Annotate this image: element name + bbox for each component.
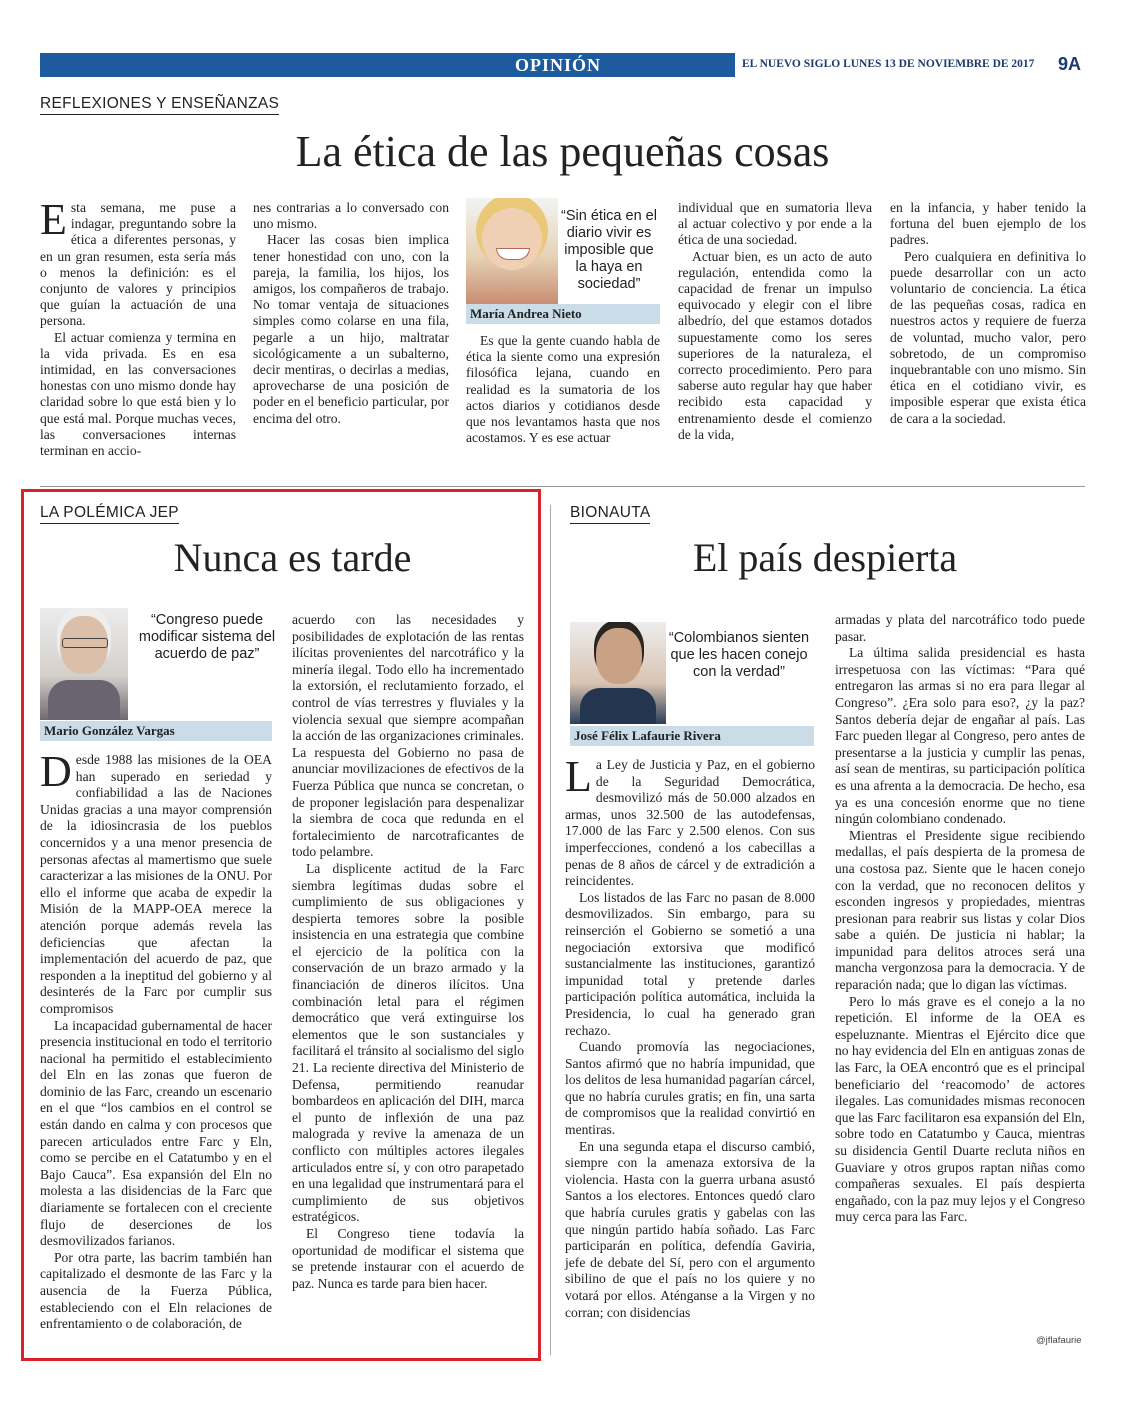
dropcap: E (40, 195, 67, 244)
article2-col2: acuerdo con las necesidades y posibilidades de explotación de las rentas ilícitas provenientes del narcotráfico y la minería ilegal. Todo ello ha incrementado la extorsión, el reclutamiento forzado, el control de vías terrestres y fluviales y la violencia sexual que siempre acompañan la acción de las organizaciones criminales. La respuesta del Gobierno no pasa de anunciar movilizaciones de efectivos de la Fuerza Pública que nunca se concretan, o de proponer legislación para despenalizar la siembra de coca que redunda en el fortalecimiento de narcotraficantes de todo pelambre. La displicente actitud de la Farc siembra legítimas dudas sobre el cumplimiento de sus obligaciones y despierta temores sobre la posible insistencia en una estrategia que combine el ejercicio de la política con la conservación de un brazo armado y la financiación de dineros ilícitos. Una combinación letal para el régimen democrático que verá extinguirse los elementos que le son sustanciales y facilitará el tránsito al socialismo del siglo 21. La reciente directiva del Ministerio de Defensa, permitiendo reanudar bombardeos en aplicación del DIH, marca el punto de inflexión de una paz malograda y revive la amenaza de un conflicto con múltiples actores ilegales articulados entre sí, y con otro parapetado en una legalidad que instrumentará para el cumplimiento de sus objetivos estratégicos. El Congreso tiene todavía la oportunidad de modificar el sistema que se pretende instaurar con el acuerdo de paz. Nunca es tarde para bien hacer. (292, 612, 524, 1291)
article1-col3: Es que la gente cuando habla de ética la siente como una expresión filosófica lejana, cuando en realidad es la sumatoria de los actos diarios y cotidianos desde que nos levantamos hasta que nos acostamos. Y es ese actuar (466, 333, 660, 446)
author-name: José Félix Lafaurie Rivera (570, 726, 814, 746)
author-photo-gonzalez (40, 608, 128, 720)
dropcap: L (565, 752, 592, 801)
article1-col1: Esta semana, me puse a indagar, preguntando sobre la ética a diferentes personas, y en un gran resumen, esta sería más o menos la definición: es el conjunto de valores y principios que guían la actuación de una persona. El actuar comienza y termina en la vida privada. Es en esa intimidad, en las conversaciones honestas con uno mismo donde hay claridad sobre lo que está bien y lo que está mal. Porque muchas veces, las conversaciones internas terminan en accio- (40, 195, 236, 459)
vertical-divider (550, 505, 551, 1355)
article3-col1: La Ley de Justicia y Paz, en el gobierno de la Seguridad Democrática, desmovilizó más de 50.000 alzados en armas, unos 32.500 de las autodefensas, 17.000 de las Farc y 2.500 elenos. Con sus imperfecciones, condenó a los cabecillas a penas de 8 años de cárcel y de extradición a reincidentes. Los listados de las Farc no pasan de 8.000 desmovilizados. Sin embargo, para su reinserción el Gobierno se sometió a una negociación extorsiva que modificó sustancialmente las instituciones, garantizó impunidad total y pretende darles participación política automática, incluida la Presidencia, lo cual ha generado gran rechazo. Cuando promovía las negociaciones, Santos afirmó que no habría impunidad, que los delitos de lesa humanidad pagarían cárcel, que no habría curules gratis; en fin, una sarta de compromisos que la realidad convirtió en mentiras. En una segunda etapa el discurso cambió, siempre con la amenaza extorsiva de la violencia. Hasta con la guerra urbana asustó Santos a los electores. Entonces quedó claro que habría curules gratis y gabelas con las que ningún partido había soñado. Las Farc participarán en política, defendía Gaviria, jefe de debate del Sí, pero con el argumento sibilino de que el país no los quiere y no votará por ellos. Aténganse a la Virgen y no corran; con disidencias (565, 752, 815, 1320)
article2-col1: Desde 1988 las misiones de la OEA han superado en seriedad y confiabilidad a las de Naciones Unidas gracias a una mayor comprensión de la idiosincrasia de los pueblos concernidos y a una menor presencia de personas afectas al mamertismo que suele caracterizar a las misiones de la ONU. Por ello el informe que acaba de expedir la Misión de la MAPP-OEA merece la atención porque además revela las deficiencias que afectan la implementación del acuerdo de paz, que responden a la ineptitud del gobierno y al desinterés de la Farc por cumplir sus compromisos La incapacidad gubernamental de hacer presencia institucional en todo el territorio nacional ha permitido el establecimiento del Eln en las zonas que fueron de dominio de las Farc, creando un escenario en el que “los cambios en el control se están dando en calma y con procesos que parecen articulados entre Farc y Eln, como se percibe en el Catatumbo y en el Bajo Cauca”. Esa expansión del Eln no molesta a las disidencias de la Farc que diariamente se fortalecen con el creciente flujo de deserciones de los desmovilizados farianos. Por otra parte, las bacrim también han capitalizado el desmonte de las Farc y la ausencia de la Fuerza Pública, estableciendo con el Eln relaciones de enfrentamiento o de colaboración, de (40, 747, 272, 1332)
author-name: María Andrea Nieto (466, 304, 660, 324)
section-title: OPINIÓN (515, 55, 602, 75)
article1-col5: en la infancia, y haber tenido la fortuna del buen ejemplo de los padres. Pero cualquiera en definitiva lo puede desarrollar con un acto voluntario de conciencia. La ética de las pequeñas cosas, radica en nuestros actos y requiere de fuerza de voluntad, mucho valor, pero sobretodo, de un compromiso inquebrantable con uno mismo. Sin ética en el cotidiano vivir, es imposible esperar que exista ética de cara a la sociedad. (890, 200, 1086, 426)
article1-title: La ética de las pequeñas cosas (295, 127, 830, 176)
horizontal-divider (40, 486, 1085, 487)
article3-col2: armadas y plata del narcotráfico todo puede pasar. La última salida presidencial es hasta irrespetuosa con las víctimas: “Para qué entregaron las armas si no era para llegar al Congreso”. ¿Era solo para eso?, ¿y la paz? Santos debería dejar de engañar al país. Las Farc pueden llegar al Congreso, pero antes de presentarse a la justicia y cumplir las penas, así sean de mentiras, su participación política es una afrenta a la democracia. De hecho, esa ya es una concesión enorme que no tiene ningún colombiano condenado. Mientras el Presidente sigue recibiendo medallas, el país despierta de la promesa de una costosa paz. Siente que le hacen conejo con la verdad, que no reconocen delitos y esconden ingresos y propiedades, mientras presionan para reabrir sus listas y colar Dios sabe a quién. De justicia ni hablar; la impunidad para delitos atroces será una mancha vergonzosa para la democracia. Y de reparación nada; que lo digan las víctimas. Pero lo más grave es el conejo a la no repetición. El informe de la OEA es espeluznante. Mientras el Ejército dice que no hay evidencia del Eln en antiguas zonas de las Farc, la OEA encontró que es el principal beneficiario del ‘reacomodo’ de actores ilegales. Las comunidades mismas reconocen que las Farc facilitaron esa expansión del Eln, sobre todo en Catatumbo y Cauca, mientras su disidencia Gentil Duarte recluta niños en Guaviare y otros grupos raptan niñas como compañeras sexuales. El país despierta engañado, con la paz muy lejos y el Congreso muy cerca para las Farc. (835, 612, 1085, 1225)
article2-title: Nunca es tarde (173, 535, 412, 580)
article2-kicker: LA POLÉMICA JEP (40, 504, 179, 524)
twitter-handle: @jflafaurie (1036, 1335, 1082, 1346)
page-number: 9A (1058, 54, 1082, 74)
pull-quote: “Sin ética en el diario vivir es imposible que la haya en sociedad” (561, 208, 657, 292)
author-photo-lafaurie (570, 622, 666, 724)
paper-info: EL NUEVO SIGLO LUNES 13 DE NOVIEMBRE DE 2017 (742, 58, 1035, 70)
article1-kicker: REFLEXIONES Y ENSEÑANZAS (40, 95, 279, 115)
article3-kicker: BIONAUTA (570, 504, 650, 524)
section-header-bar (40, 53, 1085, 77)
pull-quote: “Colombianos sienten que les hacen conejo con la verdad” (668, 630, 810, 680)
pull-quote: “Congreso puede modificar sistema del acuerdo de paz” (138, 612, 276, 662)
author-photo-nieto (466, 198, 558, 304)
article3-title: El país despierta (692, 535, 958, 580)
article1-col2: nes contrarias a lo conversado con uno mismo. Hacer las cosas bien implica tener honestidad con uno, con la pareja, la familia, los hijos, los amigos, los compañeros de trabajo. No tomar ventaja de situaciones simples como colarse en una fila, pegarle a un hijo, maltratar sicológicamente a un subalterno, decir mentiras, o decirlas a medias, aprovecharse de una posición de poder en el beneficio particular, por encima del otro. (253, 200, 449, 426)
article1-col4: individual que en sumatoria lleva al actuar colectivo y por ende a la ética de una sociedad. Actuar bien, es un acto de auto regulación, entendida como la capacidad de frenar un impulso equivocado y elegir con el libre albedrío, del que estamos dotados supuestamente como los seres superiores de la naturaleza, el correcto procedimiento. Pero para saberse auto regular hay que haber recibido esta capacidad y entrenamiento desde el comienzo de la vida, (678, 200, 872, 442)
dropcap: D (40, 747, 72, 796)
author-name: Mario González Vargas (40, 721, 272, 741)
